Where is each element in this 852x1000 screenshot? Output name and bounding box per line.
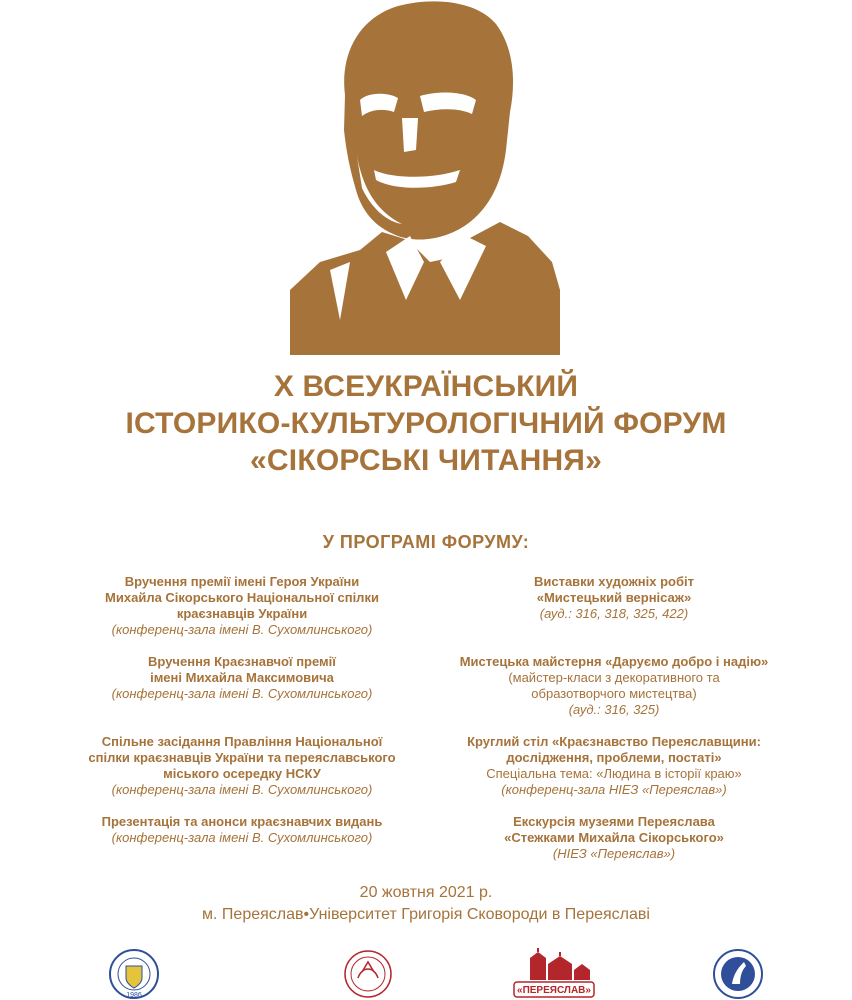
item-title: Виставки художніх робіт [533,574,695,589]
event-place: м. Переяслав•Університет Григорія Сковороди в Переяславі [202,906,650,923]
pereiaslav-reserve-logo [508,948,600,1000]
logo-year: 1986 [126,992,142,999]
item-title: імені Михайла Максимовича [150,670,334,685]
item-location: (конференц-зала імені В. Сухомлинського) [111,622,373,637]
item-location: (конференц-зала імені В. Сухомлинського) [111,686,373,701]
university-emblem-logo [342,948,394,1000]
item-title: дослідження, проблеми, постаті» [506,750,722,765]
title-line-3: «СІКОРСЬКІ ЧИТАННЯ» [250,444,602,477]
item-title: Спільне засідання Правління Національної [101,734,383,749]
item-description: Спеціальна тема: «Людина в історії краю» [486,766,742,781]
item-title: «Мистецький вернісаж» [536,590,692,605]
item-title: міського осередку НСКУ [163,766,321,781]
logo-name: «ПЕРЕЯСЛАВ» [517,985,591,996]
item-title: Круглий стіл «Краєзнавство Переяславщини: [467,734,761,749]
program-item [42,734,442,798]
program-item [414,654,814,718]
item-title: Мистецька майстерня «Даруємо добро і надію» [459,654,769,669]
item-location: (ауд.: 316, 318, 325, 422) [539,606,689,621]
item-title: «Стежками Михайла Сікорського» [504,830,724,845]
portrait-illustration [290,0,560,355]
item-title: Михайла Сікорського Національної спілки [105,590,379,605]
item-title: Презентація та анонси краєзнавчих видань [101,814,383,829]
program-item [414,734,814,798]
stork-emblem-logo [712,948,764,1000]
title-line-2: ІСТОРИКО-КУЛЬТУРОЛОГІЧНИЙ ФОРУМ [125,407,727,440]
forum-title [0,368,852,479]
event-date: 20 жовтня 2021 р. [359,884,493,901]
title-line-1: X ВСЕУКРАЇНСЬКИЙ [273,370,579,403]
item-description: образотворчого мистецтва) [531,686,697,701]
item-title: краєзнавців України [176,606,308,621]
program-item [42,574,442,638]
item-location: (конференц-зала НІЕЗ «Переяслав») [501,782,727,797]
program-heading: У ПРОГРАМІ ФОРУМУ: [322,532,530,552]
item-title: спілки краєзнавців України та переяславського [88,750,396,765]
item-location: (конференц-зала імені В. Сухомлинського) [111,830,373,845]
item-location: (НІЕЗ «Переяслав») [552,846,676,861]
item-location: (конференц-зала імені В. Сухомлинського) [111,782,373,797]
item-description: (майстер-класи з декоративного та [508,670,720,685]
item-location: (ауд.: 316, 325) [568,702,660,717]
program-item [42,814,442,846]
society-seal-logo [108,948,160,1000]
program-item [414,814,814,862]
program-item [42,654,442,702]
item-title: Вручення Краєзнавчої премії [148,654,336,669]
item-title: Екскурсія музеями Переяслава [513,814,715,829]
program-item [414,574,814,622]
item-title: Вручення премії імені Героя України [124,574,360,589]
